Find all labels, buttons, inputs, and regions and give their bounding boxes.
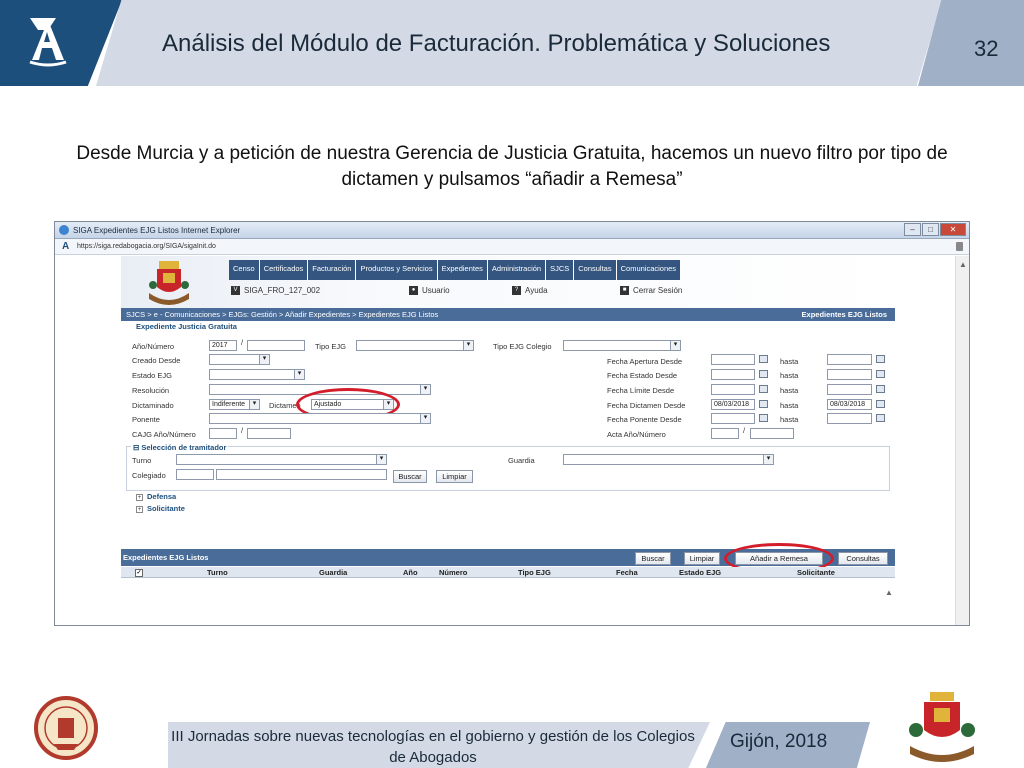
label-slash: /	[743, 426, 746, 435]
calendar-icon[interactable]	[759, 385, 768, 393]
footer-text: III Jornadas sobre nuevas tecnologías en el gobierno y gestión de los Colegios de Abogados	[171, 728, 695, 766]
calendar-icon[interactable]	[759, 414, 768, 422]
slide-number: 32	[974, 36, 999, 61]
browser-tab-title[interactable]: SIGA Expedientes EJG Listos Internet Explorer	[73, 226, 241, 235]
fecha-apertura-desde-input[interactable]	[711, 354, 755, 365]
browser-window	[54, 221, 970, 626]
label-tipo-ejg: Tipo EJG	[315, 342, 346, 351]
label-turno: Turno	[132, 456, 152, 465]
user-link[interactable]: ● Usuario	[409, 286, 450, 295]
label-tipo-ejg-colegio: Tipo EJG Colegio	[493, 342, 552, 351]
footer-city: Gijón, 2018	[730, 731, 828, 752]
menu-item-censo[interactable]: Censo	[229, 260, 259, 280]
col-anio[interactable]: Año	[403, 568, 418, 577]
label-cajg: CAJG Año/Número	[132, 430, 196, 439]
tramitador-limpiar-button[interactable]: Limpiar	[436, 470, 473, 483]
calendar-icon[interactable]	[876, 355, 885, 363]
acta-anio-input[interactable]	[711, 428, 739, 439]
menu-item-comunicaciones[interactable]: Comunicaciones	[617, 260, 680, 280]
calendar-icon[interactable]	[876, 400, 885, 408]
fecha-estado-desde-input[interactable]	[711, 369, 755, 380]
acta-numero-input[interactable]	[750, 428, 794, 439]
fecha-apertura-hasta-input[interactable]	[827, 354, 872, 365]
col-fecha[interactable]: Fecha	[616, 568, 638, 577]
colegio-abogados-crest-icon	[906, 690, 978, 764]
col-tipo-ejg[interactable]: Tipo EJG	[518, 568, 551, 577]
browser-titlebar	[55, 222, 969, 239]
fecha-dictamen-desde-input[interactable]: 08/03/2018	[711, 399, 755, 410]
close-icon[interactable]: ✕	[940, 223, 966, 236]
col-estado-ejg[interactable]: Estado EJG	[679, 568, 722, 577]
college-crest-icon	[147, 259, 191, 305]
help-icon: ?	[512, 286, 521, 295]
label-hasta: hasta	[780, 415, 799, 424]
creado-desde-select[interactable]	[209, 354, 270, 365]
col-guardia[interactable]: Guardia	[319, 568, 348, 577]
minimize-icon[interactable]: –	[904, 223, 921, 236]
maximize-icon[interactable]: □	[922, 223, 939, 236]
results-table-header	[121, 567, 895, 578]
expand-icon[interactable]: +	[137, 507, 142, 513]
estado-ejg-select[interactable]	[209, 369, 305, 380]
label-creado-desde: Creado Desde	[132, 356, 181, 365]
label-fecha-limite: Fecha Límite Desde	[607, 386, 675, 395]
label-hasta: hasta	[780, 357, 799, 366]
results-title: Expedientes EJG Listos	[123, 553, 209, 562]
menu-item-productos[interactable]: Productos y Servicios	[356, 260, 436, 280]
menu-item-expedientes[interactable]: Expedientes	[438, 260, 487, 280]
tramitador-buscar-button[interactable]: Buscar	[393, 470, 427, 483]
list-buscar-button[interactable]: Buscar	[635, 552, 671, 565]
menu-item-sjcs[interactable]: SJCS	[546, 260, 573, 280]
label-slash: /	[241, 426, 244, 435]
label-hasta: hasta	[780, 401, 799, 410]
fecha-ponente-desde-input[interactable]	[711, 413, 755, 424]
calendar-icon[interactable]	[876, 414, 885, 422]
label-colegiado: Colegiado	[132, 471, 166, 480]
app-code: V SIGA_FRO_127_002	[231, 286, 320, 295]
siga-app	[121, 256, 895, 626]
turno-select[interactable]	[176, 454, 387, 465]
app-banner	[121, 256, 895, 308]
logo-mark-icon	[24, 10, 72, 68]
col-solicitante[interactable]: Solicitante	[797, 568, 835, 577]
cajg-anio-input[interactable]	[209, 428, 237, 439]
menu-item-administracion[interactable]: Administración	[488, 260, 545, 280]
fecha-estado-hasta-input[interactable]	[827, 369, 872, 380]
section-title-ejg: Expediente Justicia Gratuita	[136, 322, 237, 331]
label-fecha-dictamen: Fecha Dictamen Desde	[607, 401, 686, 410]
site-icon: A	[62, 241, 70, 252]
label-hasta: hasta	[780, 386, 799, 395]
menu-item-certificados[interactable]: Certificados	[260, 260, 308, 280]
calendar-icon[interactable]	[759, 370, 768, 378]
tipo-ejg-select[interactable]	[356, 340, 474, 351]
calendar-icon[interactable]	[876, 370, 885, 378]
numero-input[interactable]	[247, 340, 305, 351]
help-link[interactable]: ? Ayuda	[512, 286, 548, 295]
col-turno[interactable]: Turno	[207, 568, 228, 577]
ponente-select[interactable]	[209, 413, 431, 424]
label-resolucion: Resolución	[132, 386, 170, 395]
dictamen-select[interactable]: Ajustado ▾	[311, 399, 394, 410]
col-numero[interactable]: Número	[439, 568, 468, 577]
breadcrumb: SJCS > e - Comunicaciones > EJGs: Gestión > Añadir Expedientes > Expedientes EJG Listos Expedientes EJG Listos	[121, 308, 895, 321]
cajg-numero-input[interactable]	[247, 428, 291, 439]
fecha-limite-desde-input[interactable]	[711, 384, 755, 395]
label-fecha-estado: Fecha Estado Desde	[607, 371, 678, 380]
collapse-icon[interactable]: ⊟	[133, 443, 142, 452]
vertical-scrollbar[interactable]	[955, 256, 969, 626]
calendar-icon[interactable]	[876, 385, 885, 393]
tipo-ejg-colegio-select[interactable]	[563, 340, 681, 351]
calendar-icon[interactable]	[759, 355, 768, 363]
label-estado-ejg: Estado EJG	[132, 371, 173, 380]
dictaminado-select[interactable]: Indiferente ▾	[209, 399, 260, 410]
label-hasta: hasta	[780, 371, 799, 380]
label-fecha-ponente: Fecha Ponente Desde	[607, 415, 682, 424]
fecha-limite-hasta-input[interactable]	[827, 384, 872, 395]
expander-solicitante[interactable]: + Solicitante	[137, 504, 185, 513]
slide-header	[0, 0, 1024, 86]
colegiado-numero-input[interactable]	[176, 469, 214, 480]
expander-defensa[interactable]: + Defensa	[137, 492, 177, 501]
anio-input[interactable]: 2017	[209, 340, 237, 351]
list-scroll-up-icon[interactable]: ▲	[885, 588, 893, 597]
v-icon: V	[231, 286, 240, 295]
slide-caption: Desde Murcia y a petición de nuestra Gerencia de Justicia Gratuita, hacemos un nuevo filtro por tipo de dictamen y pulsamos “añadir a Remesa”	[76, 143, 948, 190]
url-text[interactable]: https://siga.redabogacia.org/SIGA/sigaInit.do	[77, 243, 216, 250]
expand-icon[interactable]: +	[137, 495, 142, 501]
menu-item-consultas[interactable]: Consultas	[574, 260, 615, 280]
salamanca-bar-seal-icon	[34, 692, 98, 768]
fecha-dictamen-hasta-input[interactable]: 08/03/2018	[827, 399, 872, 410]
label-anio-numero: Año/Número	[132, 342, 175, 351]
logout-link[interactable]: ■ Cerrar Sesión	[620, 286, 682, 295]
list-limpiar-button[interactable]: Limpiar	[684, 552, 720, 565]
guardia-select[interactable]	[563, 454, 774, 465]
main-menu	[229, 260, 680, 280]
slide-title: Análisis del Módulo de Facturación. Problemática y Soluciones	[162, 30, 831, 57]
section-title-tramitador: ⊟ Selección de tramitador	[133, 443, 227, 452]
lock-icon	[956, 242, 963, 251]
select-all-checkbox[interactable]: ✓	[136, 570, 142, 576]
label-ponente: Ponente	[132, 415, 160, 424]
calendar-icon[interactable]	[759, 400, 768, 408]
add-to-remesa-button[interactable]: Añadir a Remesa	[735, 552, 823, 565]
internet-explorer-icon	[59, 225, 69, 235]
menu-item-facturacion[interactable]: Facturación	[308, 260, 355, 280]
label-fecha-apertura: Fecha Apertura Desde	[607, 357, 683, 366]
page-title: Expedientes EJG Listos	[801, 310, 887, 319]
label-slash: /	[241, 338, 244, 347]
list-consultas-button[interactable]: Consultas	[838, 552, 888, 565]
label-dictamen: Dictamen	[269, 401, 301, 410]
user-icon: ●	[409, 286, 418, 295]
colegiado-nombre-input[interactable]	[216, 469, 387, 480]
label-guardia: Guardia	[508, 456, 535, 465]
address-bar[interactable]	[55, 239, 969, 255]
label-acta: Acta Año/Número	[607, 430, 666, 439]
fecha-ponente-hasta-input[interactable]	[827, 413, 872, 424]
logout-icon: ■	[620, 286, 629, 295]
label-dictaminado: Dictaminado	[132, 401, 174, 410]
scroll-up-icon[interactable]: ▲	[959, 260, 967, 269]
